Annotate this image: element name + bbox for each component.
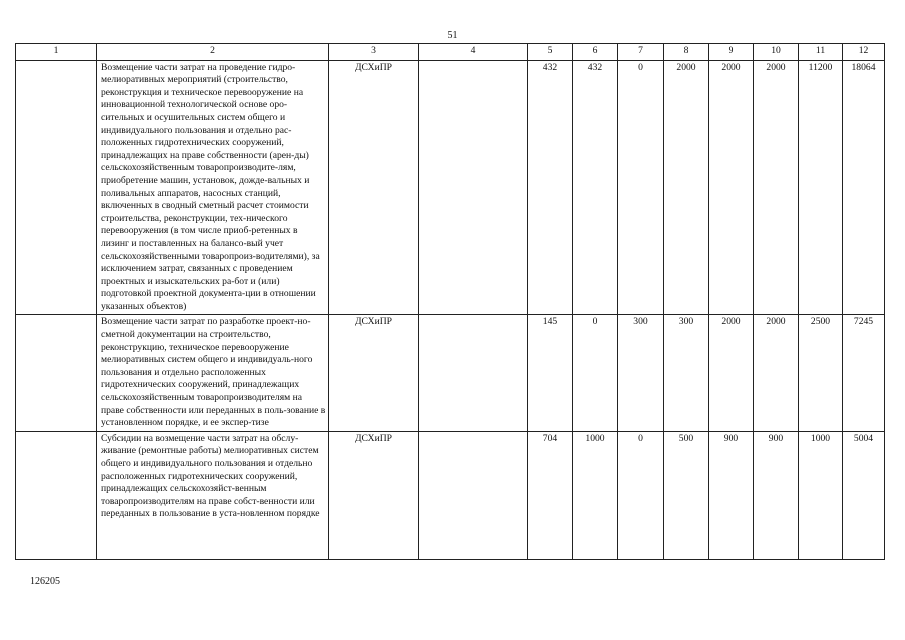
header-col-6: 6 — [573, 44, 618, 61]
header-col-5: 5 — [528, 44, 573, 61]
value-col9: 2000 — [709, 315, 754, 431]
header-col-4: 4 — [419, 44, 528, 61]
value-col5: 704 — [528, 431, 573, 559]
measure-description: Возмещение части затрат по разработке проект-но-сметной документации на строительство, реконструкцию, техническое перевооружение мелиоративных систем общего и индивидуаль-ного пользования и отдельно расположенных гидротехнических сооружений, принадлежащих сельскохозяйственным товаропроизводителям на праве собственности или переданных в поль-зование в установленном порядке, и ее экспер-тизе — [97, 315, 329, 431]
value-col9: 2000 — [709, 60, 754, 315]
row-number-cell — [16, 431, 97, 559]
measure-description: Субсидии на возмещение части затрат на обслу-живание (ремонтные работы) мелиоративных систем общего и индивидуального пользования и отдельно расположенных гидротехнических сооружений, принадлежащих сельскохозяйст-венным товаропроизводителям на праве собст-венности или переданных в пользование в уста-новленном порядке — [97, 431, 329, 559]
total-value: 18064 — [843, 60, 885, 315]
value-col7: 300 — [618, 315, 664, 431]
value-col11: 1000 — [799, 431, 843, 559]
value-col8: 500 — [664, 431, 709, 559]
header-col-1: 1 — [16, 44, 97, 61]
value-col8: 2000 — [664, 60, 709, 315]
document-code: 126205 — [30, 576, 60, 587]
value-col11: 2500 — [799, 315, 843, 431]
value-col7: 0 — [618, 60, 664, 315]
value-col10: 2000 — [754, 315, 799, 431]
program-table — [15, 43, 885, 560]
value-col6: 1000 — [573, 431, 618, 559]
table-row — [16, 315, 885, 431]
value-col10: 900 — [754, 431, 799, 559]
header-col-8: 8 — [664, 44, 709, 61]
header-col-2: 2 — [97, 44, 329, 61]
value-col8: 300 — [664, 315, 709, 431]
value-col11: 11200 — [799, 60, 843, 315]
header-col-12: 12 — [843, 44, 885, 61]
value-col6: 0 — [573, 315, 618, 431]
total-value: 5004 — [843, 431, 885, 559]
responsible-org: ДСХиПР — [329, 315, 419, 431]
responsible-org: ДСХиПР — [329, 60, 419, 315]
value-col7: 0 — [618, 431, 664, 559]
total-value: 7245 — [843, 315, 885, 431]
row-number-cell — [16, 315, 97, 431]
header-col-9: 9 — [709, 44, 754, 61]
col4-cell — [419, 431, 528, 559]
header-col-11: 11 — [799, 44, 843, 61]
value-col6: 432 — [573, 60, 618, 315]
col4-cell — [419, 315, 528, 431]
value-col9: 900 — [709, 431, 754, 559]
measure-description: Возмещение части затрат на проведение гидро-мелиоративных мероприятий (строительство, реконструкция и техническое перевооружение на инновационной технологической основе оро-сительных и осушительных систем общего и индивидуального пользования и отдельно рас-положенных гидротехнических сооружений, принадлежащих на праве собственности (арен-ды) сельскохозяйственным товаропроизводите-лям, приобретение машин, установок, дожде-вальных и поливальных аппаратов, насосных станций, включенных в сводный сметный расчет стоимости строительства, реконструкции, тех-нического перевооружения (в том числе приоб-ретенных в лизинг и поставленных на балансо-вый учет сельскохозяйственными товаропроиз-водителями), за исключением затрат, связанных с проведением проектных и изыскательских ра-бот и (или) подготовкой проектной документа-ции в отношении указанных объектов) — [97, 60, 329, 315]
value-col5: 432 — [528, 60, 573, 315]
header-col-7: 7 — [618, 44, 664, 61]
page-number: 51 — [447, 30, 458, 41]
header-col-3: 3 — [329, 44, 419, 61]
table-row — [16, 60, 885, 315]
header-col-10: 10 — [754, 44, 799, 61]
value-col5: 145 — [528, 315, 573, 431]
row-number-cell — [16, 60, 97, 315]
header-row — [16, 44, 885, 61]
table-row — [16, 431, 885, 559]
responsible-org: ДСХиПР — [329, 431, 419, 559]
col4-cell — [419, 60, 528, 315]
value-col10: 2000 — [754, 60, 799, 315]
